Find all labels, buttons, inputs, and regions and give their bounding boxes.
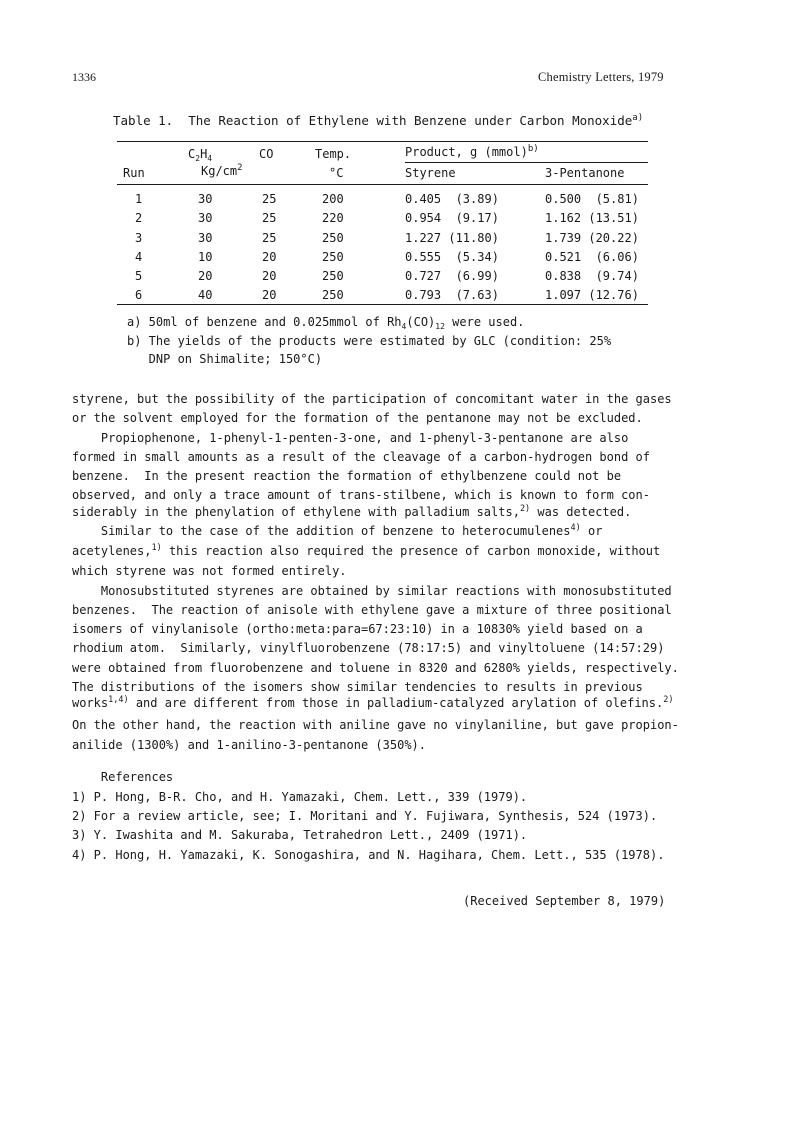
col-header-run: Run bbox=[123, 166, 145, 180]
cell-temp: 250 bbox=[322, 250, 344, 264]
cell-run: 2 bbox=[135, 211, 143, 225]
body-line: siderably in the phenylation of ethylene with palladium salts,$^{2)}$ was detected. bbox=[72, 504, 632, 519]
cell-temp: 250 bbox=[322, 288, 344, 302]
col-header-pentanone: 3-Pentanone bbox=[545, 166, 625, 180]
cell-c2h4: 30 bbox=[198, 211, 213, 225]
col-header-pressure-unit: $Kg/cm^2$ bbox=[201, 163, 243, 178]
cell-co: 20 bbox=[262, 250, 277, 264]
body-line: formed in small amounts as a result of the cleavage of a carbon-hydrogen bond of bbox=[72, 450, 650, 464]
cell-temp: 250 bbox=[322, 231, 344, 245]
table-footnote-b: b) The yields of the products were estimated by GLC (condition: 25% bbox=[127, 334, 612, 348]
table-footnote-b-cont: DNP on Shimalite; 150°C) bbox=[127, 352, 323, 366]
table-caption-text: Table 1. The Reaction of Ethylene with Benzene under Carbon Monoxide bbox=[113, 113, 633, 129]
cell-co: 20 bbox=[262, 269, 277, 283]
body-line: benzenes. The reaction of anisole with ethylene gave a mixture of three positional bbox=[72, 603, 672, 617]
body-line: were obtained from fluorobenzene and toluene in 8320 and 6280% yields, respectively. bbox=[72, 661, 679, 675]
table-caption-footnote-mark: a) bbox=[632, 113, 644, 123]
body-line: works$^{1,4)}$ and are different from those in palladium-catalyzed arylation of olefins.$^{2)}$ bbox=[72, 695, 674, 710]
col-header-product: Product, g (mmol)$^{b)}$ bbox=[405, 144, 539, 159]
cell-run: 3 bbox=[135, 231, 143, 245]
cell-pentanone: 0.521 (6.06) bbox=[545, 250, 639, 264]
cell-run: 4 bbox=[135, 250, 143, 264]
cell-c2h4: 20 bbox=[198, 269, 213, 283]
citation-mark: 1) bbox=[151, 543, 162, 553]
references-heading: References bbox=[72, 770, 174, 784]
cell-co: 25 bbox=[262, 211, 277, 225]
citation-mark: 2) bbox=[663, 695, 674, 705]
cell-c2h4: 10 bbox=[198, 250, 213, 264]
cell-co: 25 bbox=[262, 231, 277, 245]
cell-run: 1 bbox=[135, 192, 143, 206]
table-header-rule bbox=[117, 184, 648, 185]
reference-item: 2) For a review article, see; I. Moritani and Y. Fujiwara, Synthesis, 524 (1973). bbox=[72, 809, 658, 823]
body-line: On the other hand, the reaction with aniline gave no vinylaniline, but gave propion- bbox=[72, 718, 679, 732]
page-number: 1336 bbox=[72, 70, 96, 84]
cell-styrene: 0.793 (7.63) bbox=[405, 288, 499, 302]
cell-co: 25 bbox=[262, 192, 277, 206]
col-header-c2h4: $C_2H_4$ bbox=[188, 147, 213, 163]
cell-co: 20 bbox=[262, 288, 277, 302]
cell-pentanone: 0.500 (5.81) bbox=[545, 192, 639, 206]
cell-styrene: 0.727 (6.99) bbox=[405, 269, 499, 283]
cell-temp: 250 bbox=[322, 269, 344, 283]
body-line: which styrene was not formed entirely. bbox=[72, 564, 347, 578]
body-line: isomers of vinylanisole (ortho:meta:para=67:23:10) in a 10830% yield based on a bbox=[72, 622, 643, 636]
body-line: observed, and only a trace amount of trans-stilbene, which is known to form con- bbox=[72, 488, 650, 502]
table-top-rule bbox=[117, 141, 648, 142]
body-line: styrene, but the possibility of the participation of concomitant water in the gases bbox=[72, 392, 672, 406]
reference-item: 1) P. Hong, B-R. Cho, and H. Yamazaki, Chem. Lett., 339 (1979). bbox=[72, 790, 528, 804]
received-date: (Received September 8, 1979) bbox=[463, 894, 666, 908]
product-span-rule bbox=[405, 162, 648, 163]
citation-mark: 2) bbox=[519, 504, 531, 514]
cell-run: 6 bbox=[135, 288, 143, 302]
cell-pentanone: 1.739 (20.22) bbox=[545, 231, 639, 245]
reference-item: 3) Y. Iwashita and M. Sakuraba, Tetrahedron Lett., 2409 (1971). bbox=[72, 828, 528, 842]
body-line: or the solvent employed for the formation of the pentanone may not be excluded. bbox=[72, 411, 643, 425]
table-caption bbox=[113, 113, 643, 128]
body-line: The distributions of the isomers show similar tendencies to results in previous bbox=[72, 680, 643, 694]
cell-styrene: 0.405 (3.89) bbox=[405, 192, 499, 206]
body-line: rhodium atom. Similarly, vinylfluorobenzene (78:17:5) and vinyltoluene (14:57:29) bbox=[72, 641, 665, 655]
citation-mark: 1,4) bbox=[108, 695, 129, 705]
cell-c2h4: 30 bbox=[198, 231, 213, 245]
cell-pentanone: 0.838 (9.74) bbox=[545, 269, 639, 283]
reference-item: 4) P. Hong, H. Yamazaki, K. Sonogashira, and N. Hagihara, Chem. Lett., 535 (1978). bbox=[72, 848, 665, 862]
body-line: Similar to the case of the addition of benzene to heterocumulenes$^{4)}$ or bbox=[72, 523, 603, 538]
cell-pentanone: 1.097 (12.76) bbox=[545, 288, 639, 302]
body-line: acetylenes,$^{1)}$ this reaction also required the presence of carbon monoxide, without bbox=[72, 543, 661, 558]
table-footnote-a: a) 50ml of benzene and 0.025mmol of $Rh_4(CO)_{12}$ were used. bbox=[127, 315, 525, 331]
cell-c2h4: 30 bbox=[198, 192, 213, 206]
running-title: Chemistry Letters, 1979 bbox=[538, 70, 664, 84]
col-header-styrene: Styrene bbox=[405, 166, 456, 180]
cell-styrene: 0.954 (9.17) bbox=[405, 211, 499, 225]
body-line: Propiophenone, 1-phenyl-1-penten-3-one, and 1-phenyl-3-pentanone are also bbox=[72, 431, 629, 445]
col-header-co: CO bbox=[259, 147, 274, 161]
cell-styrene: 0.555 (5.34) bbox=[405, 250, 499, 264]
body-line: anilide (1300%) and 1-anilino-3-pentanone (350%). bbox=[72, 738, 427, 752]
cell-styrene: 1.227 (11.80) bbox=[405, 231, 499, 245]
table-bottom-rule bbox=[117, 304, 648, 305]
citation-mark: 4) bbox=[570, 523, 581, 533]
cell-run: 5 bbox=[135, 269, 143, 283]
cell-temp: 220 bbox=[322, 211, 344, 225]
cell-c2h4: 40 bbox=[198, 288, 213, 302]
body-line: benzene. In the present reaction the formation of ethylbenzene could not be bbox=[72, 469, 622, 483]
col-header-temp-unit: °C bbox=[329, 166, 344, 180]
body-line: Monosubstituted styrenes are obtained by similar reactions with monosubstituted bbox=[72, 584, 672, 598]
cell-pentanone: 1.162 (13.51) bbox=[545, 211, 639, 225]
cell-temp: 200 bbox=[322, 192, 344, 206]
col-header-temp: Temp. bbox=[315, 147, 352, 161]
